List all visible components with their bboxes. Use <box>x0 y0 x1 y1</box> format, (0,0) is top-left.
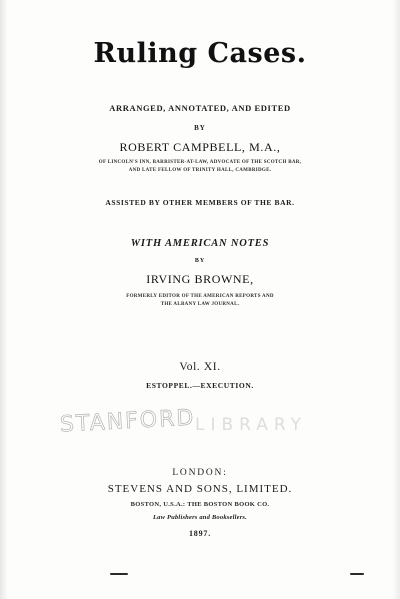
imprint-trade-line: Law Publishers and Booksellers. <box>153 514 247 521</box>
editor-credentials-line-2: AND LATE FELLOW OF TRINITY HALL, CAMBRIDGE. <box>128 168 272 173</box>
book-title: Ruling Cases. <box>93 38 307 69</box>
volume-subject: ESTOPPEL.—EXECUTION. <box>146 381 254 390</box>
stamp-text-left: STANFORD <box>59 405 196 438</box>
imprint-year: 1897. <box>189 529 211 538</box>
imprint-american-publisher: BOSTON, U.S.A.: THE BOSTON BOOK CO. <box>130 501 270 508</box>
volume-label: Vol. <box>179 361 201 373</box>
scan-mark-right <box>350 573 364 575</box>
volume-numeral: XI. <box>203 361 221 373</box>
volume-number <box>0 362 400 374</box>
imprint-place: LONDON: <box>172 468 228 478</box>
annotator-name: IRVING BROWNE, <box>146 272 254 286</box>
by-label-editor: BY <box>194 124 206 132</box>
editor-credentials-line-1: OF LINCOLN'S INN, BARRISTER-AT-LAW, ADVOCATE OF THE SCOTCH BAR, <box>98 160 302 165</box>
annotator-credentials-line-1: FORMERLY EDITOR OF THE AMERICAN REPORTS AND <box>126 294 274 299</box>
stamp-text-right: LIBRARY <box>195 415 308 435</box>
editorial-subtitle: ARRANGED, ANNOTATED, AND EDITED <box>109 103 291 113</box>
american-notes-heading: WITH AMERICAN NOTES <box>130 238 270 249</box>
by-label-annotator: BY <box>194 258 206 264</box>
scan-edge-right <box>392 0 400 599</box>
scan-edge-left <box>0 0 8 599</box>
scan-mark-left <box>110 573 128 575</box>
editor-name: ROBERT CAMPBELL, M.A., <box>119 140 281 154</box>
annotator-credentials-line-2: THE ALBANY LAW JOURNAL. <box>160 302 240 307</box>
assisted-by-line: ASSISTED BY OTHER MEMBERS OF THE BAR. <box>105 198 295 207</box>
library-stamp <box>60 403 350 447</box>
imprint-publisher: STEVENS AND SONS, LIMITED. <box>107 483 293 495</box>
